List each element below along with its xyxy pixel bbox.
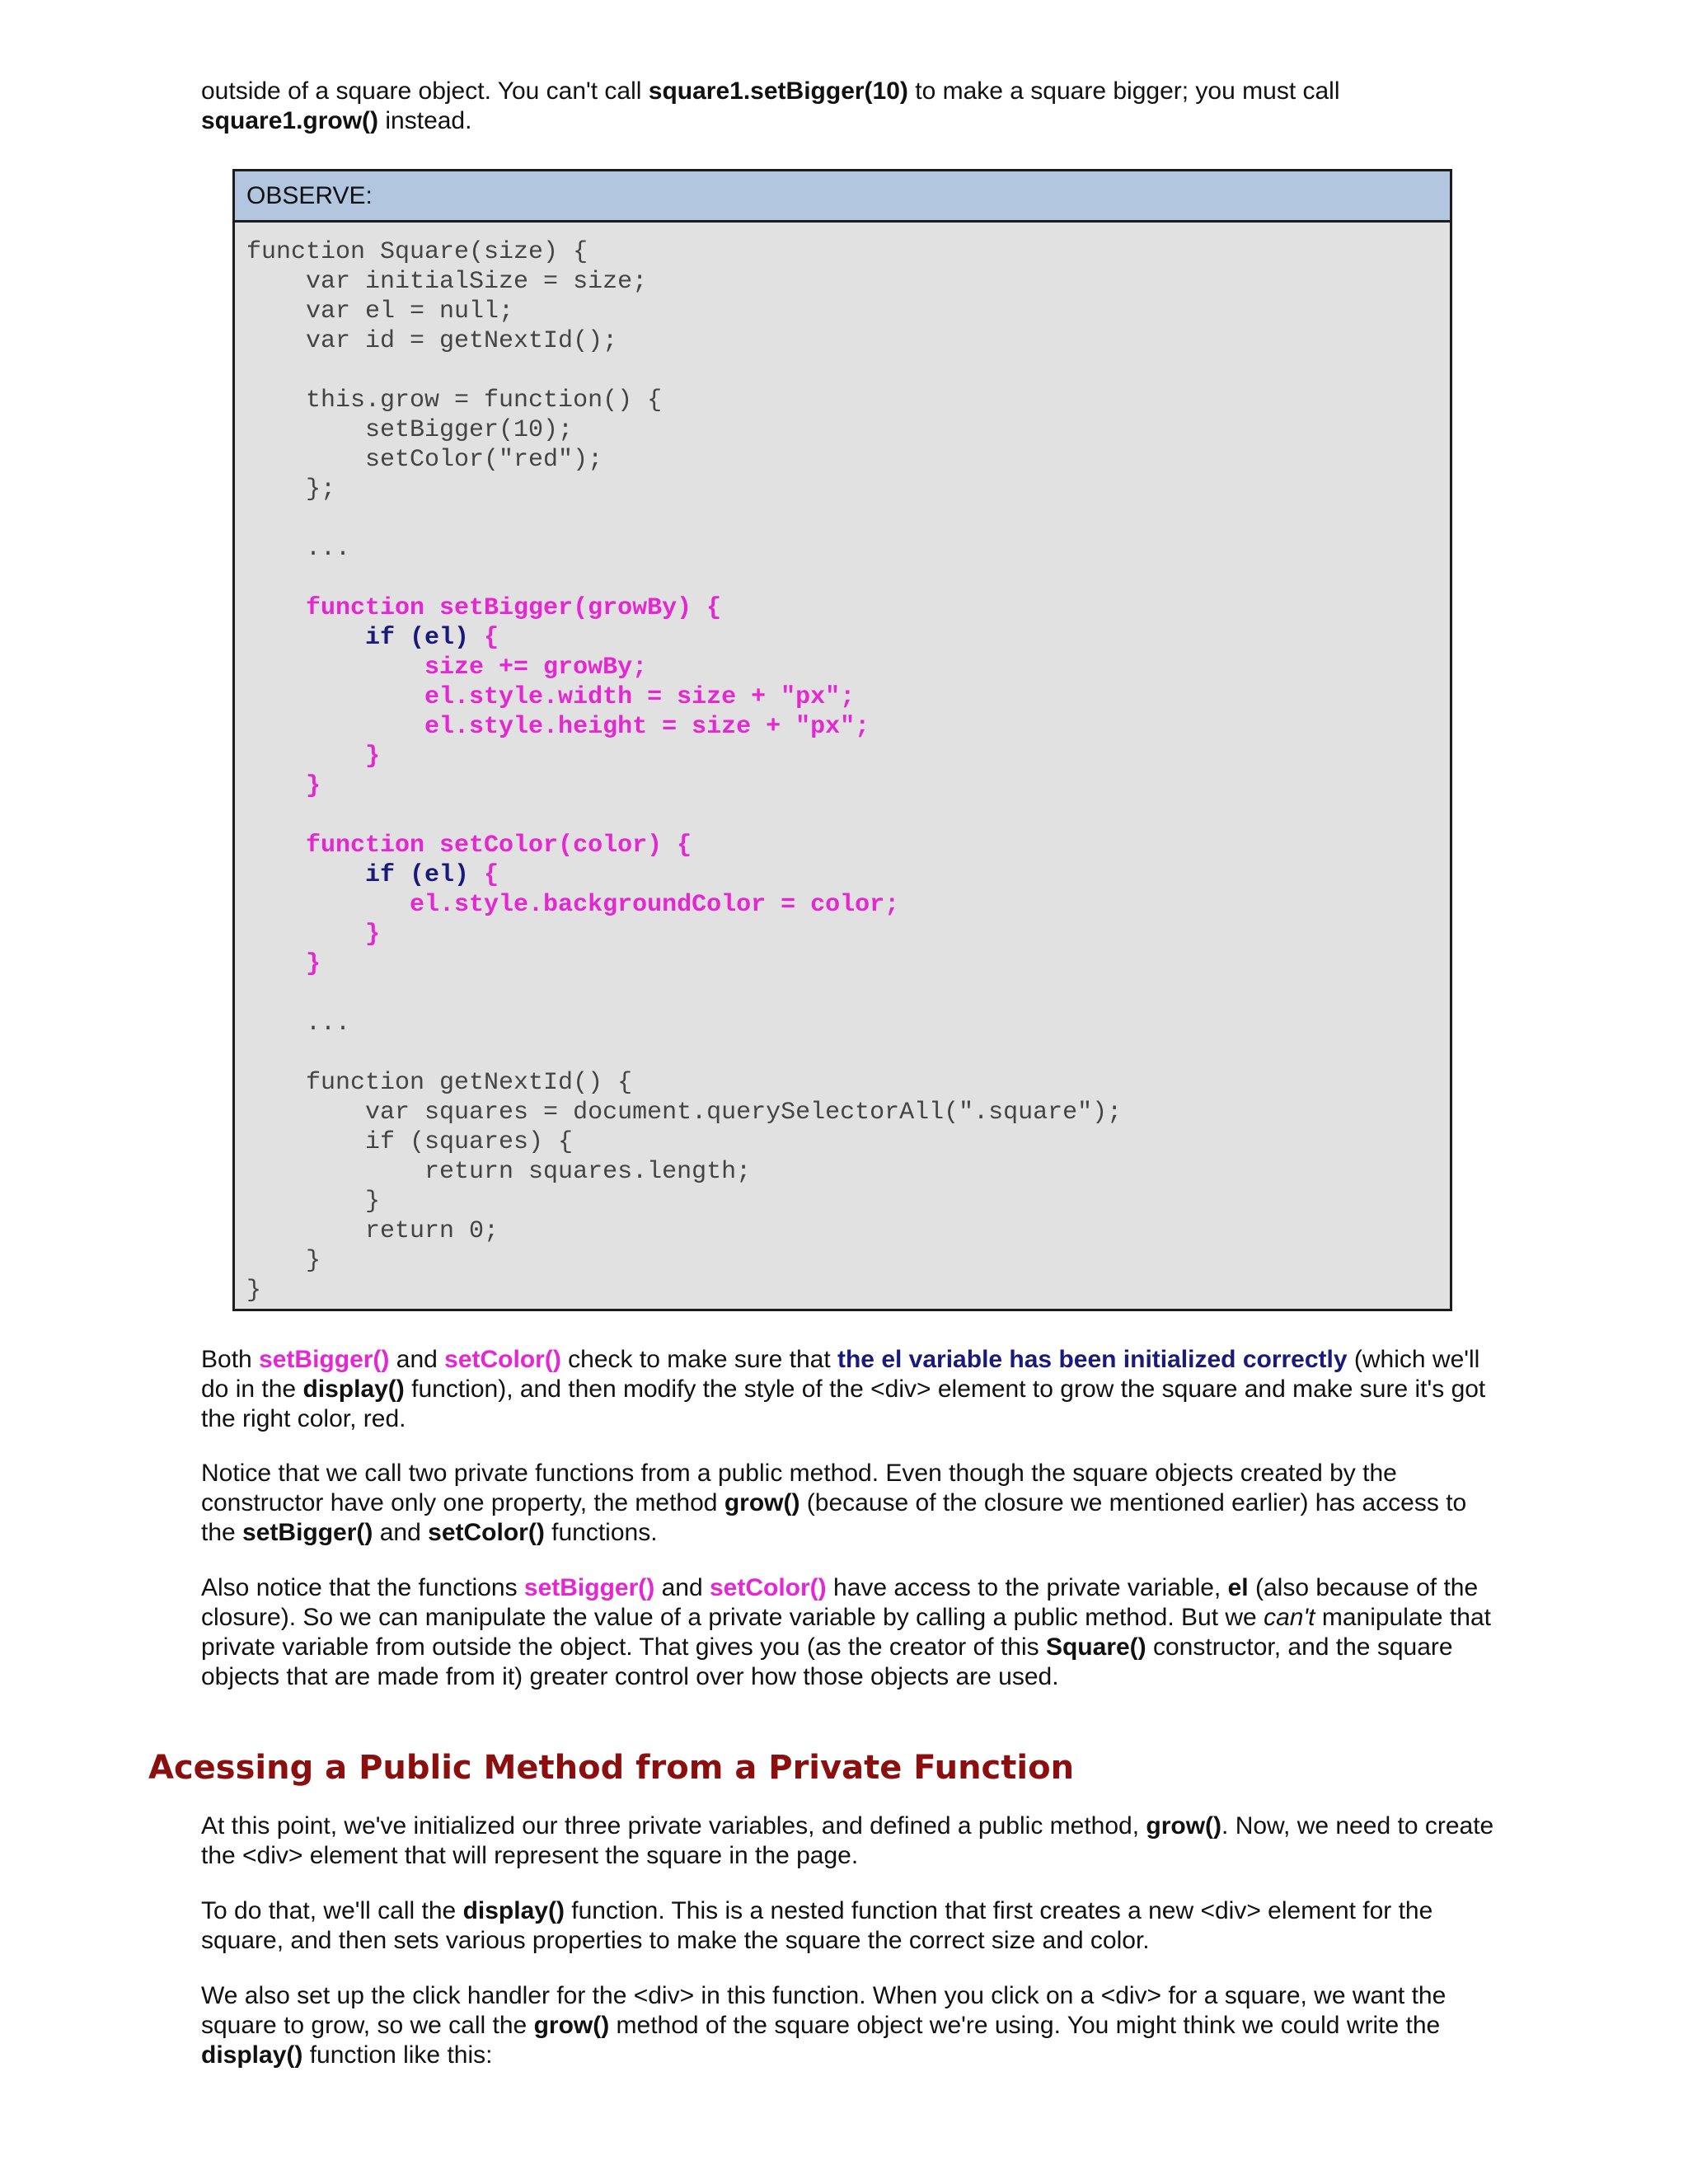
paragraph-click-handler: We also set up the click handler for the <div> in this function. When you click on a <div> for a square, we want the square to grow, so we call the grow() method of the square object we're using. You might think we could write the display() function like this: — [201, 1982, 1447, 2069]
paragraph-display: To do that, we'll call the display() function. This is a nested function that first creates a new <div> element for the square, and then sets various properties to make the square the correct size and color. — [201, 1897, 1433, 1954]
highlighted-code: function setBigger(growBy) { — [246, 594, 722, 622]
intro-paragraph: outside of a square object. You can't call square1.setBigger(10) to make a square bigger; you must call square1.grow() instead. — [201, 77, 1340, 134]
inline-code: setBigger() — [259, 1346, 390, 1373]
section-heading: Acessing a Public Method from a Private Function — [148, 1749, 1075, 1787]
inline-code: setColor() — [710, 1574, 827, 1601]
paragraph-initialized: At this point, we've initialized our three private variables, and defined a public method, grow(). Now, we need to create the <div> element that will represent the square in the page. — [201, 1812, 1494, 1869]
inline-code: display() — [462, 1897, 565, 1924]
inline-code: setBigger() — [242, 1519, 373, 1546]
emphasis-text: the el variable has been initialized correctly — [837, 1346, 1348, 1373]
paragraph-both-check: Both setBigger() and setColor() check to make sure that the el variable has been initialized correctly (which we'll do in the display() function), and then modify the style of the <div> element to grow the square and make sure it's got the right color, red. — [201, 1346, 1486, 1432]
inline-code: grow() — [724, 1489, 800, 1516]
observe-label: OBSERVE: — [235, 171, 1450, 223]
inline-code: display() — [302, 1376, 405, 1403]
inline-code: setBigger() — [523, 1574, 655, 1601]
inline-code: el — [1227, 1574, 1249, 1601]
highlighted-code: function setColor(color) { — [246, 832, 692, 860]
emphasis-text: can't — [1264, 1604, 1315, 1631]
code-block: function Square(size) { var initialSize = size; var el = null; var id = getNextId(); this.grow = function() { setBigger(10); setColor("red"); }; ... function setBigger(growBy) { if (el) { size += growBy; el.style.width = size + "px"; el.style.height = size + "px"; } } function setColor(color) { if (el) { el.style.backgroundColor = color; } } ... function getNextId() { var squares = document.querySelectorAll(".square"); if (squares) { return squares.length; } return 0; } } — [246, 238, 1123, 1305]
paragraph-closure: Also notice that the functions setBigger() and setColor() have access to the private variable, el (also because of the closure). So we can manipulate the value of a private variable by calling a public method. But we can't manipulate that private variable from outside the object. That gives you (as the creator of this Square() constructor, and the square objects that are made from it) greater control over how those objects are used. — [201, 1574, 1491, 1690]
inline-code: setColor() — [428, 1519, 545, 1546]
inline-code: display() — [201, 2041, 303, 2069]
inline-code: setColor() — [444, 1346, 561, 1373]
inline-code: square1.setBigger(10) — [648, 77, 908, 105]
inline-code: Square() — [1045, 1633, 1146, 1661]
inline-code: grow() — [1146, 1812, 1222, 1840]
inline-code: square1.grow() — [201, 107, 379, 134]
inline-code: grow() — [533, 2012, 610, 2039]
paragraph-private-functions: Notice that we call two private functions from a public method. Even though the square objects created by the constructor have only one property, the method grow() (because of the closure we mentioned earlier) has access to the setBigger() and setColor() functions. — [201, 1460, 1467, 1546]
observe-box — [232, 169, 1452, 1311]
